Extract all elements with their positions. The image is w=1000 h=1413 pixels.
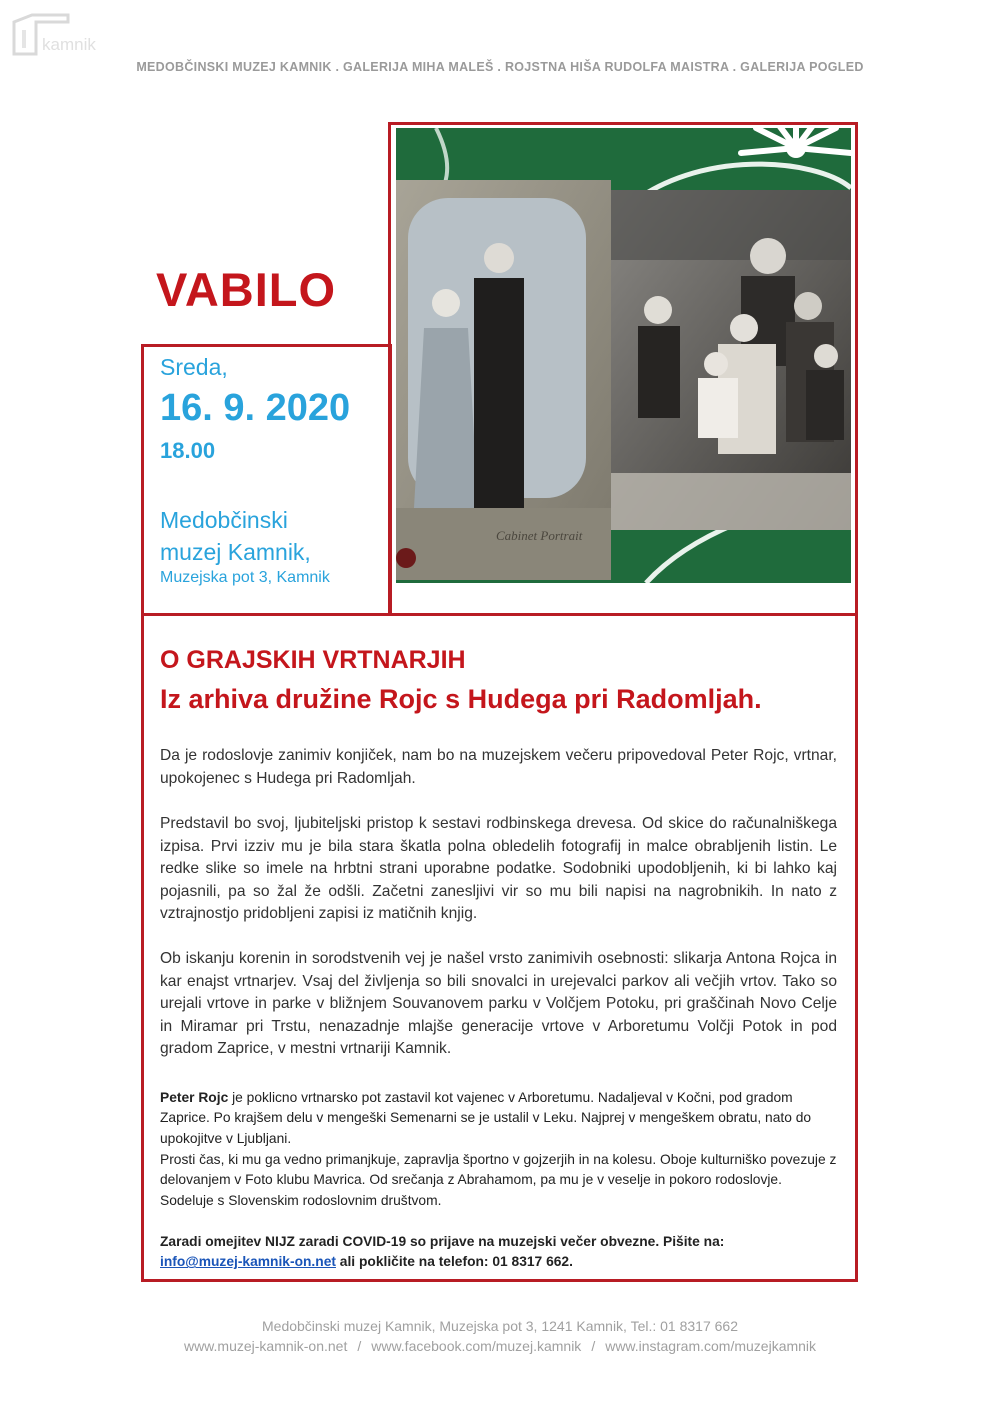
- gardeners-paragraph: Ob iskanju korenin in sorodstvenih vej je našel vrsto zanimivih osebnosti: slikarja Antona Rojca in kar enajst vrtnarjev. Vsaj del življenja so bili snovalci in urejevalci parkov ali večjih vrtov. Tako so urejali vrtove in parke v bližnjem Souvanovem parku v Volčjem Potoku, pri graščinah Novo Celje in Miramar pri Trstu, nenazadnje mlajše generacije vrtove v Arboretumu Volčji Potok in pod gradom Zaprice, v mestni vrtnariji Kamnik.: [160, 950, 837, 1058]
- footer-separator: /: [357, 1338, 362, 1354]
- footer-links: [0, 1338, 1000, 1354]
- event-venue: [160, 504, 311, 568]
- registration-notice: [160, 1232, 837, 1273]
- institutions-header: MEDOBČINSKI MUZEJ KAMNIK . GALERIJA MIHA MALEŠ . ROJSTNA HIŠA RUDOLFA MAISTRA . GALERIJA POGLED: [136, 60, 864, 74]
- phone-text: ali pokličite na telefon: 01 8317 662.: [335, 1254, 573, 1270]
- logo-text: kamnik: [42, 35, 96, 54]
- footer-separator: /: [591, 1338, 596, 1354]
- invitation-label: VABILO: [156, 263, 337, 316]
- email-link[interactable]: info@muzej-kamnik-on.net: [160, 1254, 336, 1270]
- cabinet-portrait-text: Cabinet Portrait: [496, 528, 583, 543]
- notice-text: Zaradi omejitev NIJZ zaradi COVID-19 so prijave na muzejski večer obvezne. Pišite na:: [160, 1234, 725, 1249]
- event-subtitle: Iz arhiva družine Rojc s Hudega pri Radomljah.: [160, 684, 762, 714]
- venue-line-1: Medobčinski: [160, 507, 288, 533]
- family-photo: [596, 190, 851, 530]
- bio-name: Peter Rojc: [160, 1090, 229, 1105]
- footer-facebook-link[interactable]: www.facebook.com/muzej.kamnik: [371, 1338, 582, 1354]
- method-paragraph: Predstavil bo svoj, ljubiteljski pristop k sestavi rodbinskega drevesa. Od skice do računalniškega izpisa. Prvi izziv mu je bila stara škatla polna obledelih fotografij in malce obrabljenih listin. Le redke slike so imele na hrbtni strani uporabne podatke. Sodobniki upodobljenih, ki bi lahko kaj pojasnili, pa so žal že odšli. Začetni zanesljivi vir so mu bili napisi na nagrobnikih. In nato z vztrajnostjo pridobljeni zapisi iz matičnih knjig.: [160, 815, 837, 923]
- hobbies-paragraph: Prosti čas, ki mu ga vedno primanjkuje, zapravlja športno v gojzerjih in na kolesu. Oboje kulturniško povezuje z delovanjem v Foto klubu Mavrica. Od srečanja z Abrahamom, pa mu je v veselje in pokoro rodoslovje. Sodeluje s Slovenskim rodoslovnim društvom.: [160, 1152, 837, 1208]
- bio-paragraph: [160, 1088, 837, 1149]
- event-day: Sreda,: [160, 354, 228, 380]
- kamnik-logo-icon: [10, 10, 120, 60]
- event-date: 16. 9. 2020: [160, 387, 351, 429]
- historic-photo-collage: [396, 128, 851, 583]
- footer-website-link[interactable]: www.muzej-kamnik-on.net: [183, 1338, 348, 1354]
- bio-text: je poklicno vrtnarsko pot zastavil kot vajenec v Arboretumu. Nadaljeval v Kočni, pod gradom Zaprice. Po krajšem delu v mengeški Semenarni se je ustalil v Leku. Najprej v mengeškem obratu, nato do upokojitve v Ljubljani.: [160, 1090, 812, 1146]
- footer-instagram-link[interactable]: www.instagram.com/muzejkamnik: [605, 1338, 817, 1354]
- footer-address: Medobčinski muzej Kamnik, Muzejska pot 3, 1241 Kamnik, Tel.: 01 8317 662: [262, 1318, 738, 1334]
- event-title: O GRAJSKIH VRTNARJIH: [160, 646, 466, 674]
- event-time: 18.00: [160, 438, 216, 463]
- event-address: Muzejska pot 3, Kamnik: [160, 569, 330, 586]
- venue-line-2: muzej Kamnik,: [160, 539, 311, 565]
- intro-paragraph: Da je rodoslovje zanimiv konjiček, nam bo na muzejskem večeru pripovedoval Peter Rojc, vrtnar, upokojenec s Hudega pri Radomljah.: [160, 747, 837, 787]
- wedding-cabinet-card: [396, 180, 611, 580]
